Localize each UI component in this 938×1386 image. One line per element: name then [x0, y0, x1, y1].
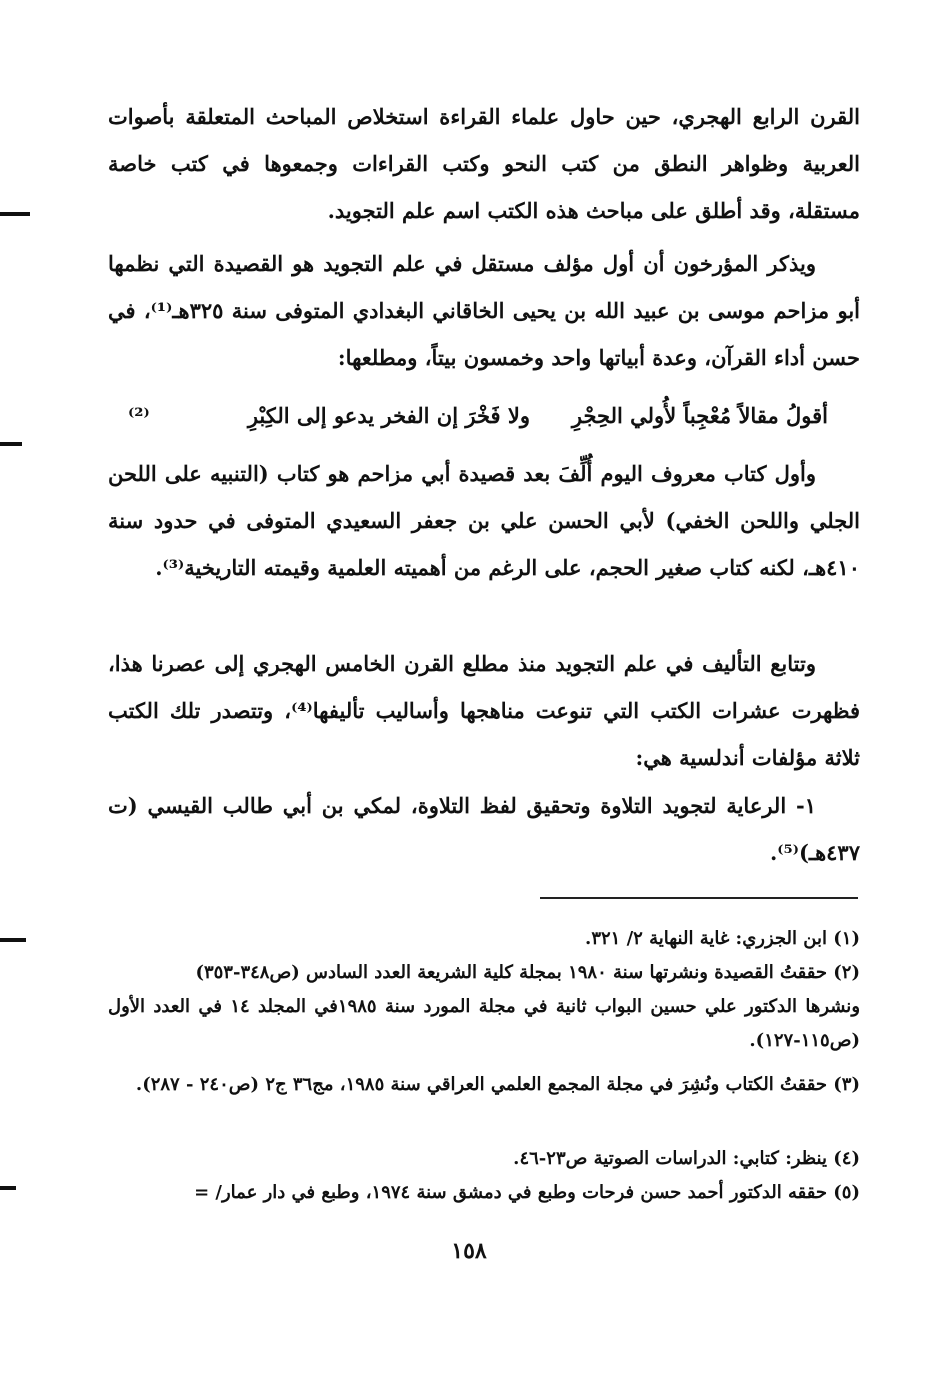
footnote-1: (١) ابن الجزري: غاية النهاية ٢/ ٣٢١. — [585, 928, 860, 949]
verse-footnote-marker: ⁽²⁾ — [128, 403, 150, 428]
margin-mark — [0, 938, 26, 942]
footnote-separator — [540, 897, 858, 899]
verse-hemistich-2: ولا فَخْرَ إن الفخر يدعو إلى الكِبْرِ — [247, 403, 530, 428]
footnote-2: (٢) حققتُ القصيدة ونشرتها سنة ١٩٨٠ بمجلة كلية الشريعة العدد السادس (ص٣٤٨-٣٥٣) — [195, 962, 860, 983]
paragraph-3: وأول كتاب معروف اليوم أُلِّفَ بعد قصيدة أبي مزاحم هو كتاب (التنبيه على اللحن الجلي واللحن الخفي) لأبي الحسن علي بن جعفر السعيدي المتوفى في حدود سنة ٤١٠هـ، لكنه كتاب صغير الحجم، على الرغم من أهميته العلمية وقيمته التاريخية⁽³⁾. — [108, 461, 860, 580]
paragraph-2: ويذكر المؤرخون أن أول مؤلف مستقل في علم التجويد هو القصيدة التي نظمها أبو مزاحم موسى بن عبيد الله بن يحيى الخاقاني البغدادي المتوفى سنة ٣٢٥هـ⁽¹⁾، في حسن أداء القرآن، وعدة أبياتها واحد وخمسون بيتاً، ومطلعها: — [108, 251, 860, 370]
margin-mark — [0, 1186, 16, 1190]
paragraph-1: القرن الرابع الهجري، حين حاول علماء القراءة استخلاص المباحث المتعلقة بأصوات العربية وظواهر النطق من كتب النحو وكتب القراءات وجمعوها في كتب خاصة مستقلة، وقد أطلق على مباحث هذه الكتب اسم علم التجويد. — [108, 104, 860, 223]
footnote-2-continued: ونشرها الدكتور علي حسين البواب ثانية في مجلة المورد سنة ١٩٨٥في المجلد ١٤ في العدد الأول (ص١١٥-١٢٧). — [108, 996, 861, 1051]
footnote-3: (٣) حققتُ الكتاب ونُشِرَ في مجلة المجمع العلمي العراقي سنة ١٩٨٥، مج٣٦ ج٢ (ص٢٤٠ - ٢٨٧). — [135, 1074, 860, 1095]
margin-mark — [0, 212, 30, 216]
footnote-4: (٤) ينظر: كتابي: الدراسات الصوتية ص٢٣-٤٦. — [513, 1148, 860, 1169]
list-item-1: ١- الرعاية لتجويد التلاوة وتحقيق لفظ التلاوة، لمكي بن أبي طالب القيسي (ت ٤٣٧هـ)⁽⁵⁾. — [108, 793, 860, 865]
verse-hemistich-1: أقولُ مقالاً مُعْجِباً لأُولي الحِجْرِ — [571, 403, 828, 428]
paragraph-4: وتتابع التأليف في علم التجويد منذ مطلع القرن الخامس الهجري إلى عصرنا هذا، فظهرت عشرات الكتب التي تنوعت مناهجها وأساليب تأليفها⁽⁴⁾، وتتصدر تلك الكتب ثلاثة مؤلفات أندلسية هي: — [108, 651, 860, 770]
poem-verse — [108, 396, 860, 436]
footnote-5: (٥) حققه الدكتور أحمد حسن فرحات وطبع في دمشق سنة ١٩٧٤، وطبع في دار عمار/ = — [194, 1182, 860, 1203]
margin-mark — [0, 442, 22, 446]
page-number: ١٥٨ — [451, 1238, 487, 1264]
